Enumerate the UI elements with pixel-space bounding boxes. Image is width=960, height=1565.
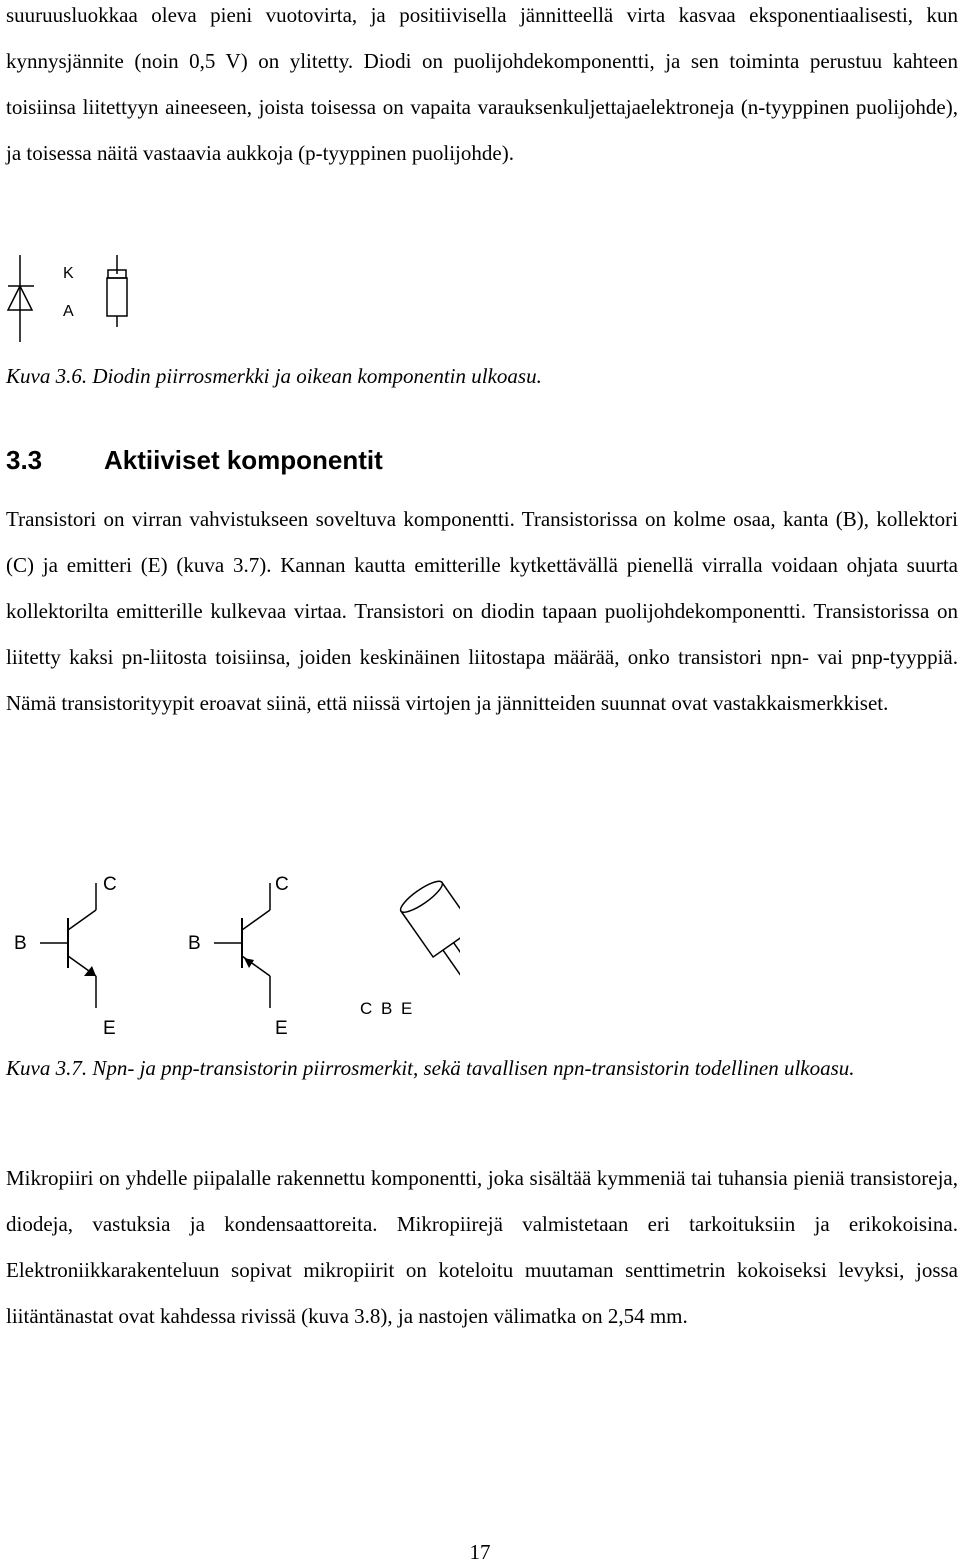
pnp-label-b: B xyxy=(188,933,201,954)
paragraph-microchip: Mikropiiri on yhdelle piipalalle rakennettu komponentti, joka sisältää kymmeniä tai tuhansia pieniä transistoreja, diodeja, vastuksia ja kondensaattoreita. Mikropiirejä valmistetaan eri tarkoituksiin ja erikokoisina. Elektroniikkarakenteluun sopivat mikropiirit on koteloitu muutaman senttimetrin kokoiseksi levyksi, jossa liitäntänastat ovat kahdessa rivissä (kuva 3.8), ja nastojen välimatka on 2,54 mm. xyxy=(6,1166,958,1328)
pnp-label-c: C xyxy=(275,874,289,895)
diode-label-k: K xyxy=(63,265,74,282)
figure-caption-3-6: Kuva 3.6. Diodin piirrosmerkki ja oikean komponentin ulkoasu. xyxy=(6,364,542,388)
page-number: 17 xyxy=(469,1540,491,1564)
section-number: 3.3 xyxy=(6,445,43,475)
figure-caption-3-7: Kuva 3.7. Npn- ja pnp-transistorin piirrosmerkit, sekä tavallisen npn-transistorin todellinen ulkoasu. xyxy=(6,1056,855,1080)
section-heading xyxy=(6,445,383,476)
transistor-graphic xyxy=(0,868,460,1038)
diode-figure xyxy=(0,250,140,345)
npn-symbol xyxy=(14,874,117,1038)
pnp-label-e: E xyxy=(275,1018,288,1038)
diode-label-a: A xyxy=(63,303,74,320)
npn-label-c: C xyxy=(103,874,117,895)
transistor-pin-labels: C B E xyxy=(360,999,415,1018)
paragraph-diode-intro: suuruusluokkaa oleva pieni vuotovirta, ja positiivisella jännitteellä virta kasvaa eksponentiaalisesti, kun kynnysjännite (noin 0,5 V) on ylitetty. Diodi on puolijohdekomponentti, ja sen toiminta perustuu kahteen toisiinsa liitettyyn aineeseen, joista toisessa on vapaita varauksenkuljettajaelektroneja (n-tyyppinen puolijohde), ja toisessa näitä vastaavia aukkoja (p-tyyppinen puolijohde). xyxy=(6,3,958,165)
section-title: Aktiiviset komponentit xyxy=(104,445,383,475)
diode-symbol-graphic xyxy=(0,250,140,345)
npn-label-b: B xyxy=(14,933,27,954)
transistor-figure xyxy=(0,868,460,1038)
npn-label-e: E xyxy=(103,1018,116,1038)
npn-transistor-package xyxy=(360,877,460,1018)
pnp-symbol xyxy=(188,874,289,1038)
paragraph-transistor: Transistori on virran vahvistukseen soveltuva komponentti. Transistorissa on kolme osaa, kanta (B), kollektori (C) ja emitteri (E) (kuva 3.7). Kannan kautta emitterille kytkettävällä pienellä virralla voidaan ohjata suurta kollektorilta emitterille kulkevaa virtaa. Transistori on diodin tapaan puolijohdekomponentti. Transistorissa on liitetty kaksi pn-liitosta toisiinsa, joiden keskinäinen liitostapa määrää, onko transistori npn- vai pnp-tyyppiä. Nämä transistorityypit eroavat siinä, että niissä virtojen ja jännitteiden suunnat ovat vastakkaismerkkiset. xyxy=(6,507,958,715)
